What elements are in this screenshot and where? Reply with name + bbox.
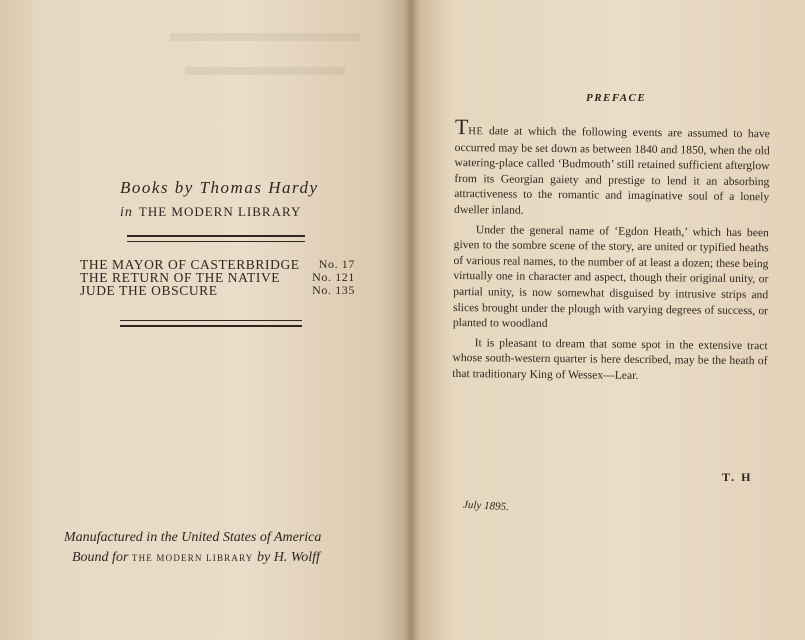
- bottom-rule-thin: [120, 320, 302, 321]
- bound-prefix: Bound for: [72, 550, 129, 565]
- book-number: No. 135: [312, 283, 355, 297]
- book-title: THE RETURN OF THE NATIVE: [80, 270, 281, 285]
- preface-paragraph: It is pleasant to dream that some spot in the extensive tract whose south-western quarter is here described, may be the heath of that traditionary King of Wessex—Lear.: [452, 335, 768, 382]
- modern-library-subheading: [120, 204, 350, 221]
- preface-paragraph: Under the general name of ‘Egdon Heath,’ which has been given to the sombre scene of the story, are united or typified heaths of various real names, to the number of at least a dozen; these being virtually one in character and aspect, though their original unity, or partial unity, is now somewhat disguised by intrusive strips and slices brought under the plough with varying degrees of success, or planted to woodland: [452, 222, 769, 331]
- book-gutter: [404, 0, 420, 640]
- book-row: [80, 284, 355, 297]
- top-rule-thick: [127, 235, 305, 237]
- bound-suffix: by H. Wolff: [257, 550, 320, 565]
- bound-publisher: THE MODERN LIBRARY: [131, 553, 254, 563]
- modern-library-name: THE MODERN LIBRARY: [138, 204, 302, 219]
- book-title: THE MAYOR OF CASTERBRIDGE: [80, 257, 300, 272]
- book-title: JUDE THE OBSCURE: [80, 283, 218, 298]
- bound-line: [64, 548, 364, 568]
- book-number: No. 17: [318, 257, 355, 271]
- preface-paragraph: [453, 114, 770, 221]
- paragraph-text: date at which the following events are assumed to have occurred may be set down as between 1840 and 1850, when the old watering-place called ‘Budmouth’ still retained sufficient afterglow from its Georgian gaiety and prestige to lend it an absorbing attractiveness to the romantic and imaginative soul of a lonely dweller inland.: [453, 124, 770, 217]
- ghost-text-shape: [150, 15, 380, 105]
- preface-body: [452, 114, 770, 389]
- book-number: No. 121: [312, 270, 355, 284]
- manufacturer-note: [64, 528, 364, 568]
- in-word: in: [120, 205, 133, 220]
- author-initials: T. H: [722, 470, 753, 484]
- top-rule-thin: [127, 241, 305, 242]
- manufactured-line: Manufactured in the United States of America: [64, 530, 322, 545]
- books-by-heading: Books by Thomas Hardy: [120, 178, 319, 197]
- bottom-rule-thick: [120, 325, 302, 327]
- show-through-ghost-text: [150, 15, 380, 105]
- preface-heading: PREFACE: [586, 92, 647, 104]
- book-list: [80, 258, 355, 297]
- drop-cap: T: [454, 114, 469, 140]
- preface-date: July 1895.: [462, 498, 510, 514]
- small-caps-lead: HE: [468, 126, 484, 138]
